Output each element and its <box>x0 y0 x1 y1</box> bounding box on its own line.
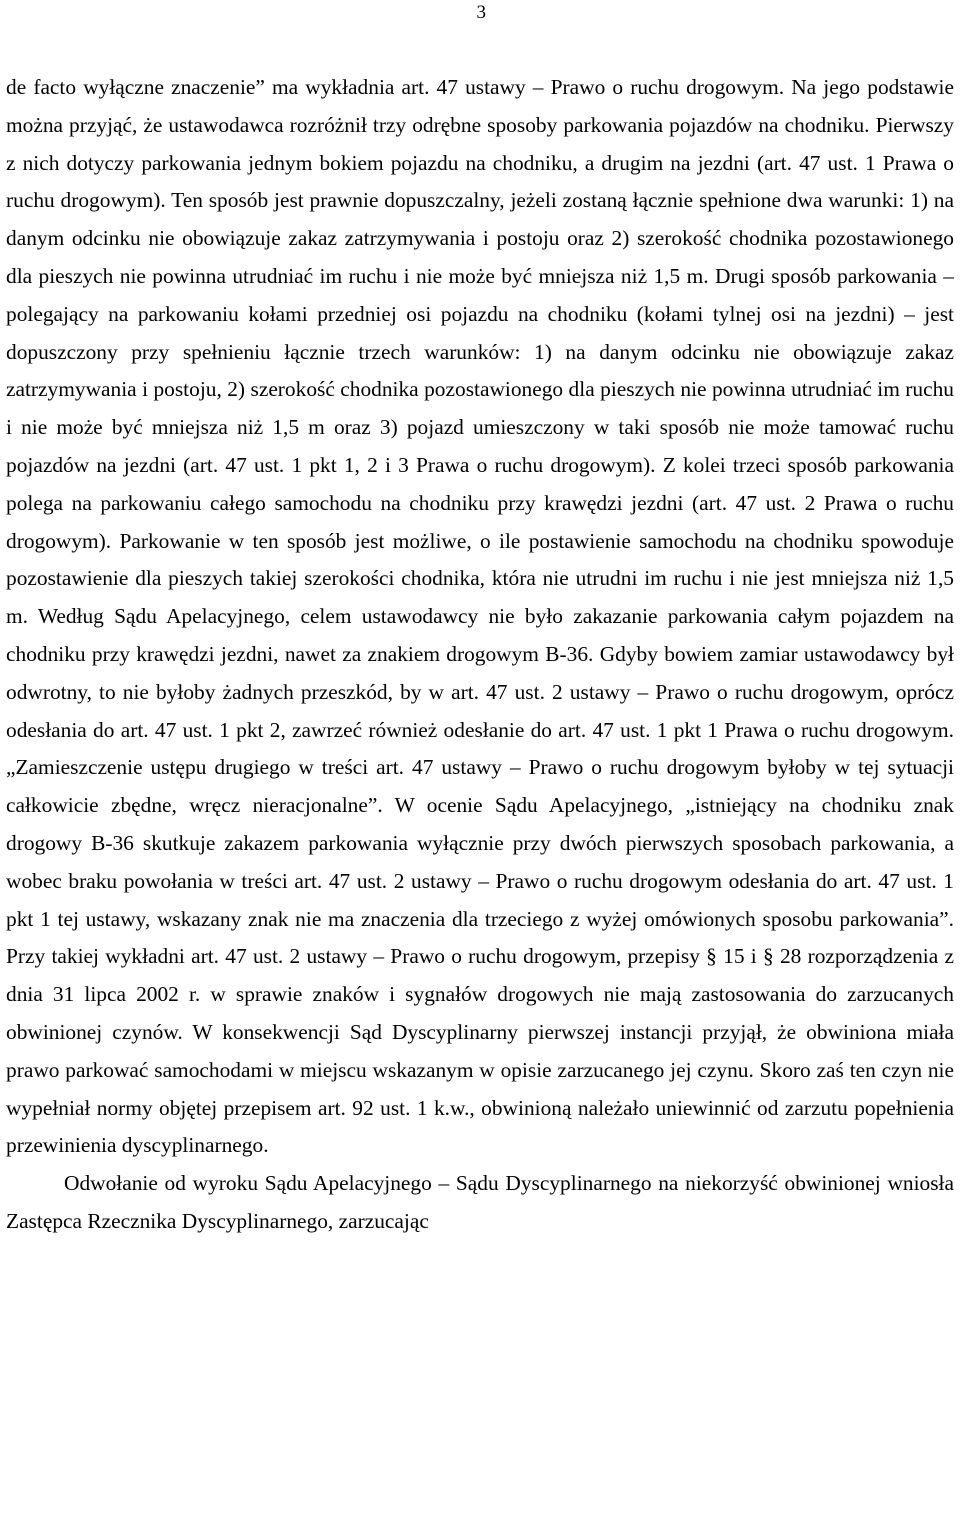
page-number: 3 <box>476 2 486 23</box>
paragraph-1: de facto wyłączne znaczenie” ma wykładnia art. 47 ustawy – Prawo o ruchu drogowym. Na jego podstawie można przyjąć, że ustawodawca rozróżnił trzy odrębne sposoby parkowania pojazdów na chodniku. Pierwszy z nich dotyczy parkowania jednym bokiem pojazdu na chodniku, a drugim na jezdni (art. 47 ust. 1 Prawa o ruchu drogowym). Ten sposób jest prawnie dopuszczalny, jeżeli zostaną łącznie spełnione dwa warunki: 1) na danym odcinku nie obowiązuje zakaz zatrzymywania i postoju oraz 2) szerokość chodnika pozostawionego dla pieszych nie powinna utrudniać im ruchu i nie może być mniejsza niż 1,5 m. Drugi sposób parkowania – polegający na parkowaniu kołami przedniej osi pojazdu na chodniku (kołami tylnej osi na jezdni) – jest dopuszczony przy spełnieniu łącznie trzech warunków: 1) na danym odcinku nie obowiązuje zakaz zatrzymywania i postoju, 2) szerokość chodnika pozostawionego dla pieszych nie powinna utrudniać im ruchu i nie może być mniejsza niż 1,5 m oraz 3) pojazd umieszczony w taki sposób nie może tamować ruchu pojazdów na jezdni (art. 47 ust. 1 pkt 1, 2 i 3 Prawa o ruchu drogowym). Z kolei trzeci sposób parkowania polega na parkowaniu całego samochodu na chodniku przy krawędzi jezdni (art. 47 ust. 2 Prawa o ruchu drogowym). Parkowanie w ten sposób jest możliwe, o ile postawienie samochodu na chodniku spowoduje pozostawienie dla pieszych takiej szerokości chodnika, która nie utrudni im ruchu i nie jest mniejsza niż 1,5 m. Według Sądu Apelacyjnego, celem ustawodawcy nie było zakazanie parkowania całym pojazdem na chodniku przy krawędzi jezdni, nawet za znakiem drogowym B-36. Gdyby bowiem zamiar ustawodawcy był odwrotny, to nie byłoby żadnych przeszkód, by w art. 47 ust. 2 ustawy – Prawo o ruchu drogowym, oprócz odesłania do art. 47 ust. 1 pkt 2, zawrzeć również odesłanie do art. 47 ust. 1 pkt 1 Prawa o ruchu drogowym. „Zamieszczenie ustępu drugiego w treści art. 47 ustawy – Prawo o ruchu drogowym byłoby w tej sytuacji całkowicie zbędne, wręcz nieracjonalne”. W ocenie Sądu Apelacyjnego, „istniejący na chodniku znak drogowy B-36 skutkuje zakazem parkowania wyłącznie przy dwóch pierwszych sposobach parkowania, a wobec braku powołania w treści art. 47 ust. 2 ustawy – Prawo o ruchu drogowym odesłania do art. 47 ust. 1 pkt 1 tej ustawy, wskazany znak nie ma znaczenia dla trzeciego z wyżej omówionych sposobu parkowania”. Przy takiej wykładni art. 47 ust. 2 ustawy – Prawo o ruchu drogowym, przepisy § 15 i § 28 rozporządzenia z dnia 31 lipca 2002 r. w sprawie znaków i sygnałów drogowych nie mają zastosowania do zarzucanych obwinionej czynów. W konsekwencji Sąd Dyscyplinarny pierwszej instancji przyjął, że obwiniona miała prawo parkować samochodami w miejscu wskazanym w opisie zarzucanego jej czynu. Skoro zaś ten czyn nie wypełniał normy objętej przepisem art. 92 ust. 1 k.w., obwinioną należało uniewinnić od zarzutu popełnienia przewinienia dyscyplinarnego. <box>6 75 954 1158</box>
document-body <box>6 69 954 1241</box>
paragraph-2: Odwołanie od wyroku Sądu Apelacyjnego – Sądu Dyscyplinarnego na niekorzyść obwinionej wniosła Zastępca Rzecznika Dyscyplinarnego, zarzucając <box>6 1171 954 1233</box>
